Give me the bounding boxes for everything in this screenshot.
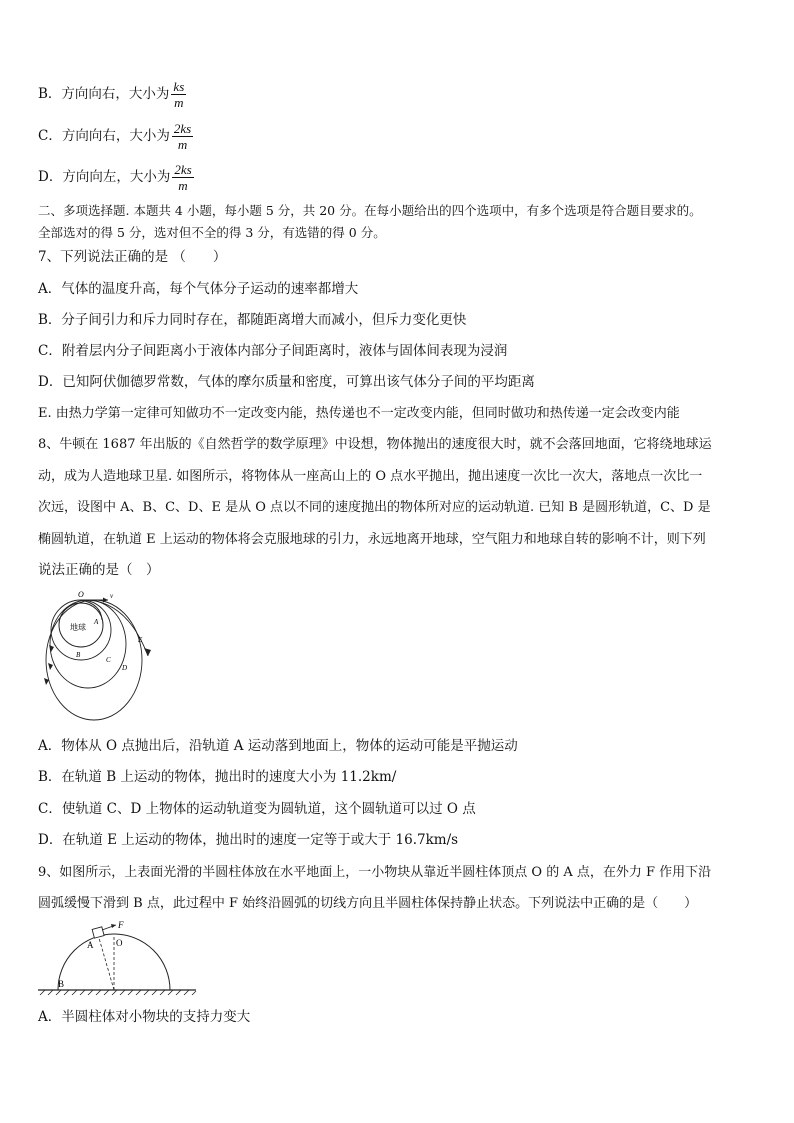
label-a: A — [94, 618, 99, 626]
orbit-c — [50, 600, 126, 688]
orbit-c-arrowhead — [48, 663, 53, 670]
label-c: C — [106, 656, 111, 664]
q8-stem-line4: 椭圆轨道，在轨道 E 上运动的物体将会克服地球的引力，永远地离开地球，空气阻力和地球自转的影响不计，则下列 — [38, 532, 706, 547]
label-d: D — [122, 664, 128, 672]
q7-option-d: D．已知阿伏伽德罗常数，气体的摩尔质量和密度，可算出该气体分子间的平均距离 — [38, 374, 535, 390]
q6-option-c — [38, 122, 193, 151]
q6-option-b-label: B．方向向右，大小为 — [38, 86, 170, 102]
label-b: B — [58, 979, 65, 989]
q8-option-b: B．在轨道 B 上运动的物体，抛出时的速度大小为 11.2km/ — [38, 769, 397, 785]
q7-option-e: E. 由热力学第一定律可知做功不一定改变内能，热传递也不一定改变内能，但同时做功和热传递一定会改变内能 — [38, 406, 680, 421]
half-cylinder-diagram — [36, 920, 198, 1000]
q6-option-b — [38, 80, 186, 109]
q7-option-a: A．气体的温度升高，每个气体分子运动的速率都增大 — [38, 281, 359, 297]
q7-option-b: B．分子间引力和斥力同时存在，都随距离增大而减小，但斥力变化更快 — [38, 312, 467, 328]
label-earth: 地球 — [70, 623, 86, 632]
q9-stem-line1: 9、如图所示，上表面光滑的半圆柱体放在水平地面上，一小物块从靠近半圆柱体顶点 O 的 A 点，在外力 F 作用下沿 — [38, 865, 712, 880]
q8-stem-line2: 动，成为人造地球卫星. 如图所示，将物体从一座高山上的 O 点水平抛出，抛出速度一次比一次大，落地点一次比一 — [38, 469, 703, 484]
q7-option-c: C．附着层内分子间距离小于液体内部分子间距离时，液体与固体间表现为浸润 — [38, 343, 508, 359]
fraction — [172, 163, 193, 192]
orbit-e — [81, 600, 148, 656]
label-o: O — [116, 938, 123, 948]
force-arrowhead — [111, 924, 116, 928]
q8-stem-line3: 次远，设图中 A、B、C、D、E 是从 O 点以不同的速度抛出的物体所对应的运动轨道. 已知 B 是圆形轨道，C、D 是 — [38, 500, 711, 515]
fraction-numerator: ks — [173, 79, 185, 94]
section2-line1: 二、多项选择题. 本题共 4 小题，每小题 5 分，共 20 分。在每小题给出的四个选项中，有多个选项是符合题目要求的。 — [38, 203, 702, 218]
label-f: F — [118, 920, 124, 930]
radius-to-a — [99, 938, 114, 990]
q9-option-a: A．半圆柱体对小物块的支持力变大 — [38, 1009, 251, 1025]
q8-option-d: D．在轨道 E 上运动的物体，抛出时的速度一定等于或大于 16.7km/s — [38, 832, 459, 848]
fraction — [172, 122, 193, 151]
fraction-denominator: m — [177, 137, 188, 152]
orbit-e-arrowhead — [144, 648, 151, 656]
q8-stem-line1: 8、牛顿在 1687 年出版的《自然哲学的数学原理》中设想，物体抛出的速度很大时，就不会落回地面，它将绕地球运 — [38, 437, 712, 452]
label-b: B — [76, 651, 81, 659]
q9-stem-line2: 圆弧缓慢下滑到 B 点，此过程中 F 始终沿圆弧的切线方向且半圆柱体保持静止状态。下列说法中正确的是（ ） — [38, 896, 698, 911]
fraction-numerator: 2ks — [173, 121, 192, 136]
label-a: A — [87, 940, 94, 950]
q8-stem-line5: 说法正确的是（ ） — [38, 562, 160, 578]
q8-option-a: A．物体从 O 点抛出后，沿轨道 A 运动落到地面上，物体的运动可能是平抛运动 — [38, 738, 518, 754]
label-o: O — [78, 590, 84, 599]
q6-option-c-label: C．方向向右，大小为 — [38, 128, 170, 144]
q6-option-d-label: D．方向向左，大小为 — [38, 169, 171, 185]
fraction — [171, 80, 186, 109]
fraction-numerator: 2ks — [174, 162, 192, 177]
block — [92, 927, 104, 938]
fraction-denominator: m — [178, 178, 188, 193]
ground-hatch — [40, 990, 196, 995]
section2-line2: 全部选对的得 5 分，选对但不全的得 3 分，有选错的得 0 分。 — [38, 225, 386, 240]
label-e: E — [138, 636, 143, 644]
fraction-denominator: m — [174, 95, 184, 110]
q7-stem: 7、下列说法正确的是 （ ） — [38, 249, 227, 265]
orbit-diagram — [36, 590, 156, 725]
label-v: v — [110, 592, 114, 600]
q6-option-d — [38, 163, 194, 192]
q8-option-c: C．使轨道 C、D 上物体的运动轨道变为圆轨道，这个圆轨道可以过 O 点 — [38, 801, 476, 817]
